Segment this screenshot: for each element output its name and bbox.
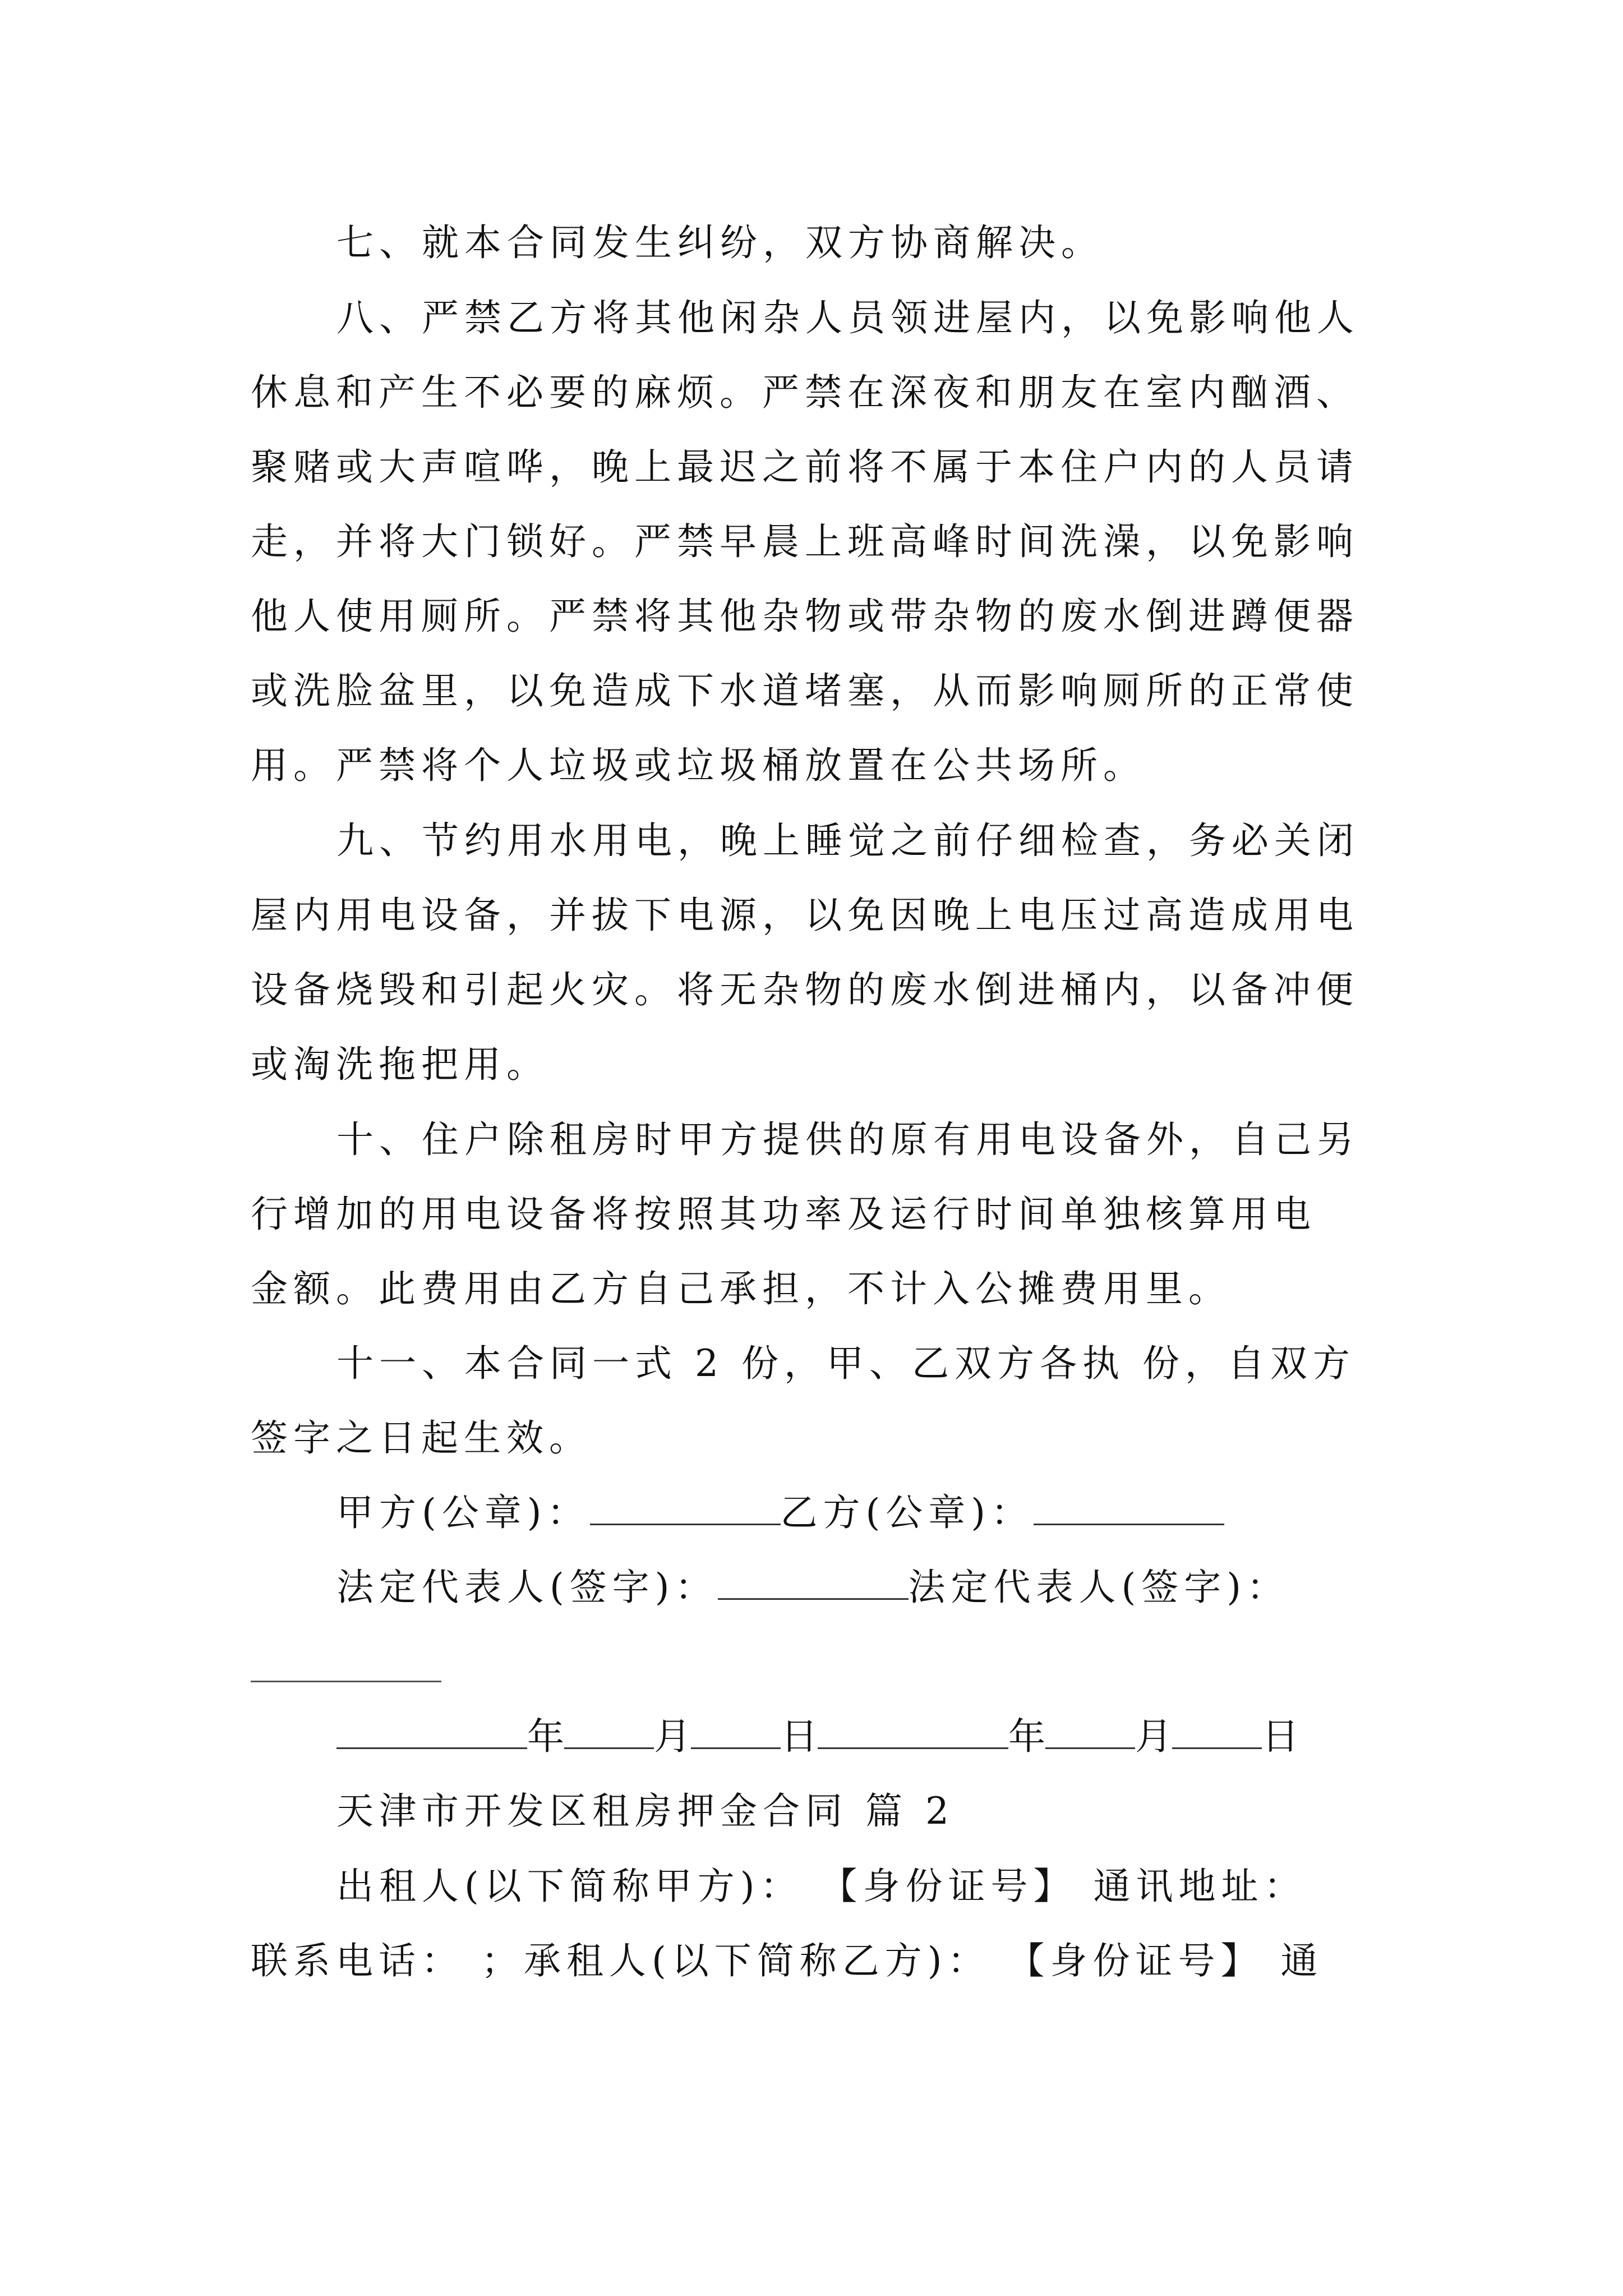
legal-rep-b-label: 法定代表人(签字)：	[908, 1566, 1289, 1609]
date-a-month-blank	[564, 1718, 654, 1749]
party-b-seal-blank	[1034, 1494, 1224, 1525]
clause-8-line: 或洗脸盆里，以免造成下水道堵塞，从而影响厕所的正常使	[251, 669, 1359, 712]
party-b-seal-label: 乙方(公章)：	[780, 1491, 1034, 1534]
clause-9-line: 九、节约用水用电，晚上睡觉之前仔细检查，务必关闭	[336, 819, 1359, 862]
date-line	[336, 1715, 1299, 1758]
legal-rep-a-blank	[718, 1569, 909, 1600]
date-year-label: 年	[527, 1715, 564, 1758]
clause-8-line: 用。严禁将个人垃圾或垃圾桶放置在公共场所。	[251, 744, 1146, 787]
clause-9-line: 或淘洗拖把用。	[251, 1043, 549, 1086]
party-a-seal-label: 甲方(公章)：	[336, 1491, 590, 1534]
clause-10-line: 金额。此费用由乙方自己承担，不计入公摊费用里。	[251, 1267, 1231, 1310]
legal-rep-a-label: 法定代表人(签字)：	[336, 1566, 718, 1609]
clause-8-line: 走，并将大门锁好。严禁早晨上班高峰时间洗澡，以免影响	[251, 520, 1359, 563]
date-a-day-blank	[691, 1718, 781, 1749]
date-b-month-blank	[1045, 1718, 1135, 1749]
clause-11-line: 十一、本合同一式 2 份，甲、乙双方各执 份，自双方	[336, 1342, 1355, 1385]
section-2-title: 天津市开发区租房押金合同 篇 2	[336, 1789, 955, 1833]
seal-line	[336, 1491, 1224, 1534]
date-month-label: 月	[654, 1715, 691, 1758]
date-day-label: 日	[1262, 1715, 1299, 1758]
clause-7: 七、就本合同发生纠纷，双方协商解决。	[336, 221, 1104, 264]
party-a-seal-blank	[590, 1494, 781, 1525]
date-b-year-blank	[818, 1718, 1008, 1749]
legal-rep-b-blank	[251, 1681, 441, 1682]
clause-8-line: 八、严禁乙方将其他闲杂人员领进屋内，以免影响他人	[336, 296, 1359, 339]
date-b-day-blank	[1172, 1718, 1262, 1749]
date-month-label: 月	[1135, 1715, 1172, 1758]
clause-10-line: 行增加的用电设备将按照其功率及运行时间单独核算用电	[251, 1193, 1316, 1236]
clause-8-line: 他人使用厕所。严禁将其他杂物或带杂物的废水倒进蹲便器	[251, 595, 1359, 638]
clause-11-line: 签字之日起生效。	[251, 1416, 592, 1460]
date-year-label: 年	[1008, 1715, 1045, 1758]
contact-line: 联系电话： ；承租人(以下简称乙方)： 【身份证号】 通	[251, 1939, 1324, 1982]
date-a-year-blank	[336, 1718, 527, 1749]
clause-8-line: 聚赌或大声喧哗，晚上最迟之前将不属于本住户内的人员请	[251, 445, 1359, 489]
clause-10-line: 十、住户除租房时甲方提供的原有用电设备外，自己另	[336, 1118, 1359, 1161]
clause-8-line: 休息和产生不必要的麻烦。严禁在深夜和朋友在室内酗酒、	[251, 371, 1359, 414]
legal-rep-line	[336, 1566, 1289, 1609]
lessor-line: 出租人(以下简称甲方)： 【身份证号】 通讯地址：	[336, 1865, 1307, 1908]
clause-9-line: 设备烧毁和引起火灾。将无杂物的废水倒进桶内，以备冲便	[251, 968, 1359, 1011]
clause-9-line: 屋内用电设备，并拔下电源，以免因晚上电压过高造成用电	[251, 894, 1359, 937]
date-day-label: 日	[781, 1715, 818, 1758]
